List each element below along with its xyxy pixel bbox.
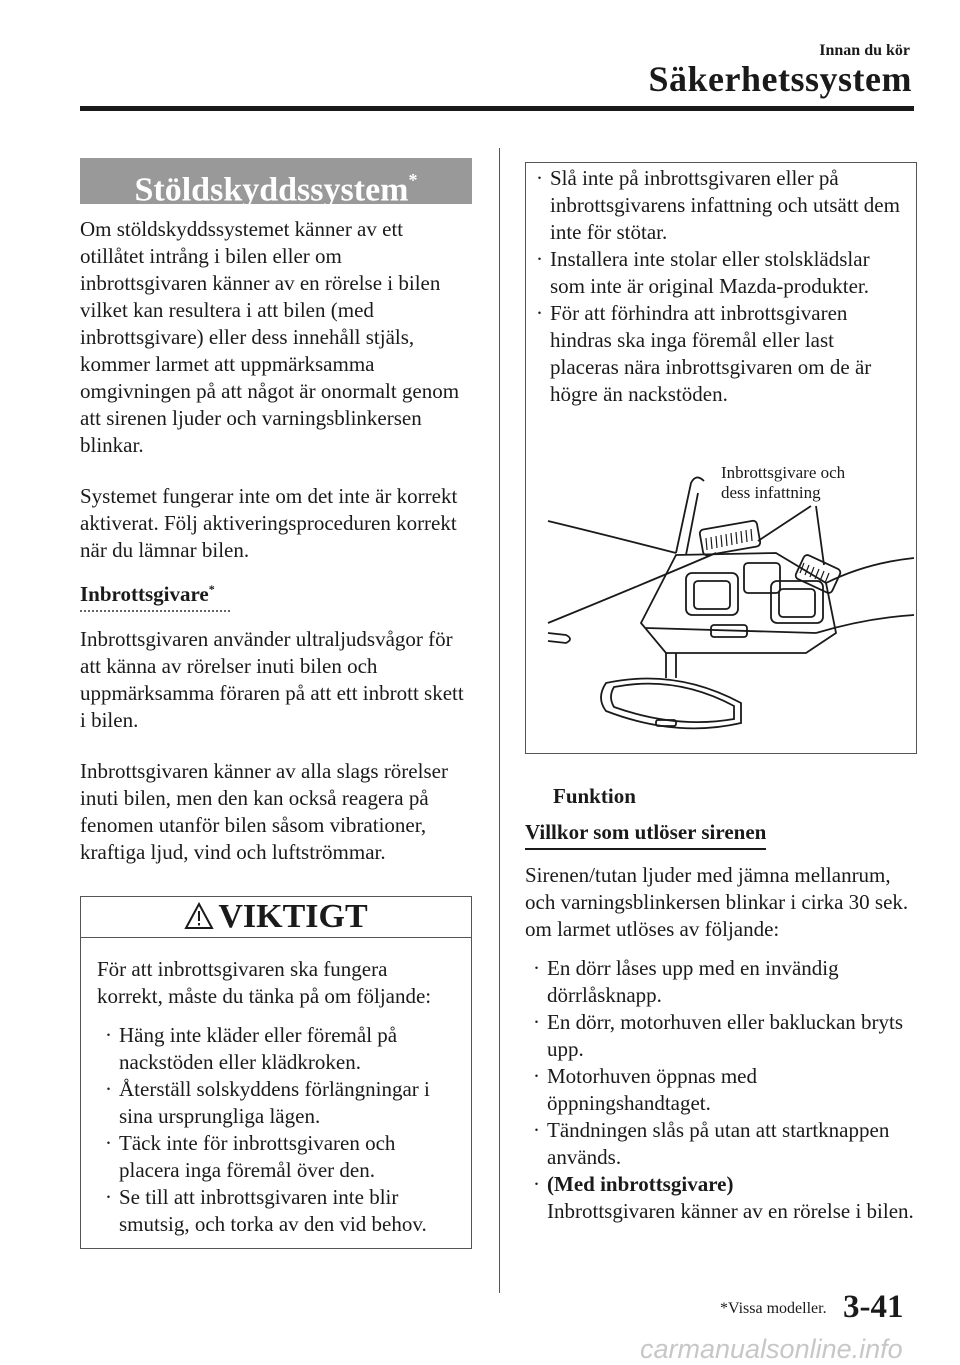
footnote: *Vissa modeller. (720, 1300, 827, 1317)
right-column (525, 160, 917, 1225)
list-item: · En dörr låses upp med en invändig dörrlåsknapp. (533, 956, 839, 1007)
conditions-paragraph: Sirenen/tutan ljuder med jämna mellanrum, och varningsblinkersen blinkar i cirka 30 sek. om larmet utlöses av följande: (525, 863, 909, 941)
optional-marker: * (408, 170, 418, 190)
function-heading: Funktion (553, 784, 636, 808)
list-item: · Häng inte kläder eller föremål på nackstöden eller klädkroken. (105, 1023, 398, 1074)
list-item: · För att förhindra att inbrottsgivaren hindras ska inga föremål eller last placeras nära inbrottsgivaren om de är högre än nackstöden. (536, 301, 872, 406)
left-column (80, 158, 472, 1249)
warning-list (97, 1022, 455, 1238)
sensor-paragraph-1: Inbrottsgivaren använder ultraljudsvågor för att känna av rörelser inuti bilen och uppmärksamma föraren på att ett inbrott skett i bilen. (80, 627, 464, 732)
page-title: Säkerhetssystem (648, 59, 912, 99)
warning-title: VIKTIGT (218, 898, 368, 935)
list-item: · Se till att inbrottsgivaren inte blir smutsig, och torka av den vid behov. (105, 1185, 427, 1236)
warning-triangle-icon (184, 902, 214, 930)
overhead-console-illustration (526, 163, 916, 753)
intro-paragraph-2: Systemet fungerar inte om det inte är korrekt aktiverat. Följ aktiveringsproceduren korrekt när du lämnar bilen. (80, 484, 458, 562)
list-item: · Tändningen slås på utan att startknappen används. (533, 1118, 890, 1169)
chapter-label: Innan du kör (819, 42, 910, 59)
warning-header (81, 897, 471, 938)
header-rule (80, 106, 914, 111)
figure-box (525, 162, 917, 754)
conditions-list (525, 955, 917, 1225)
warning-box (80, 896, 472, 1249)
section-title: Stöldskyddssystem (134, 171, 409, 209)
figure-caption: Inbrottsgivare och dess infattning (721, 463, 846, 502)
list-item: · Täck inte för inbrottsgivaren och placera inga föremål över den. (105, 1131, 396, 1182)
subheading-sensor: Inbrottsgivare* (80, 582, 215, 606)
list-item: · Slå inte på inbrottsgivaren eller på inbrottsgivarens infattning och utsätt dem inte för stötar. (536, 166, 900, 244)
list-item: · (Med inbrottsgivare) Inbrottsgivaren känner av en rörelse i bilen. (533, 1172, 914, 1223)
sensor-paragraph-2: Inbrottsgivaren känner av alla slags rörelser inuti bilen, men den kan också reagera på fenomen utanför bilen såsom vibrationer, kraftiga ljud, vind och luftströmmar. (80, 759, 448, 864)
list-item: · Installera inte stolar eller stolsklädslar som inte är original Mazda-produkter. (536, 247, 870, 298)
intro-paragraph-1: Om stöldskyddssystemet känner av ett otillåtet intrång i bilen eller om inbrottsgivaren känner av en rörelse i bilen vilket kan resultera i att bilen (med inbrottsgivare) eller dess innehåll stjäls, kommer larmet att uppmärksamma omgivningen på att något är onormalt genom att sirenen ljuder och varningsblinkersen blinkar. (80, 217, 460, 457)
section-banner (80, 158, 472, 209)
warning-intro: För att inbrottsgivaren ska fungera korrekt, måste du tänka på om följande: (97, 957, 432, 1008)
page-number: 3-41 (843, 1289, 904, 1325)
list-item: · Återställ solskyddens förlängningar i sina ursprungliga lägen. (105, 1077, 430, 1128)
list-item: · En dörr, motorhuven eller bakluckan bryts upp. (533, 1010, 904, 1061)
subheading-underline (80, 610, 230, 612)
conditions-heading: Villkor som utlöser sirenen (525, 819, 766, 850)
column-divider (499, 148, 500, 1293)
watermark: carmanualsonline.info (640, 1334, 903, 1364)
list-item: · Motorhuven öppnas med öppningshandtaget. (533, 1064, 757, 1115)
